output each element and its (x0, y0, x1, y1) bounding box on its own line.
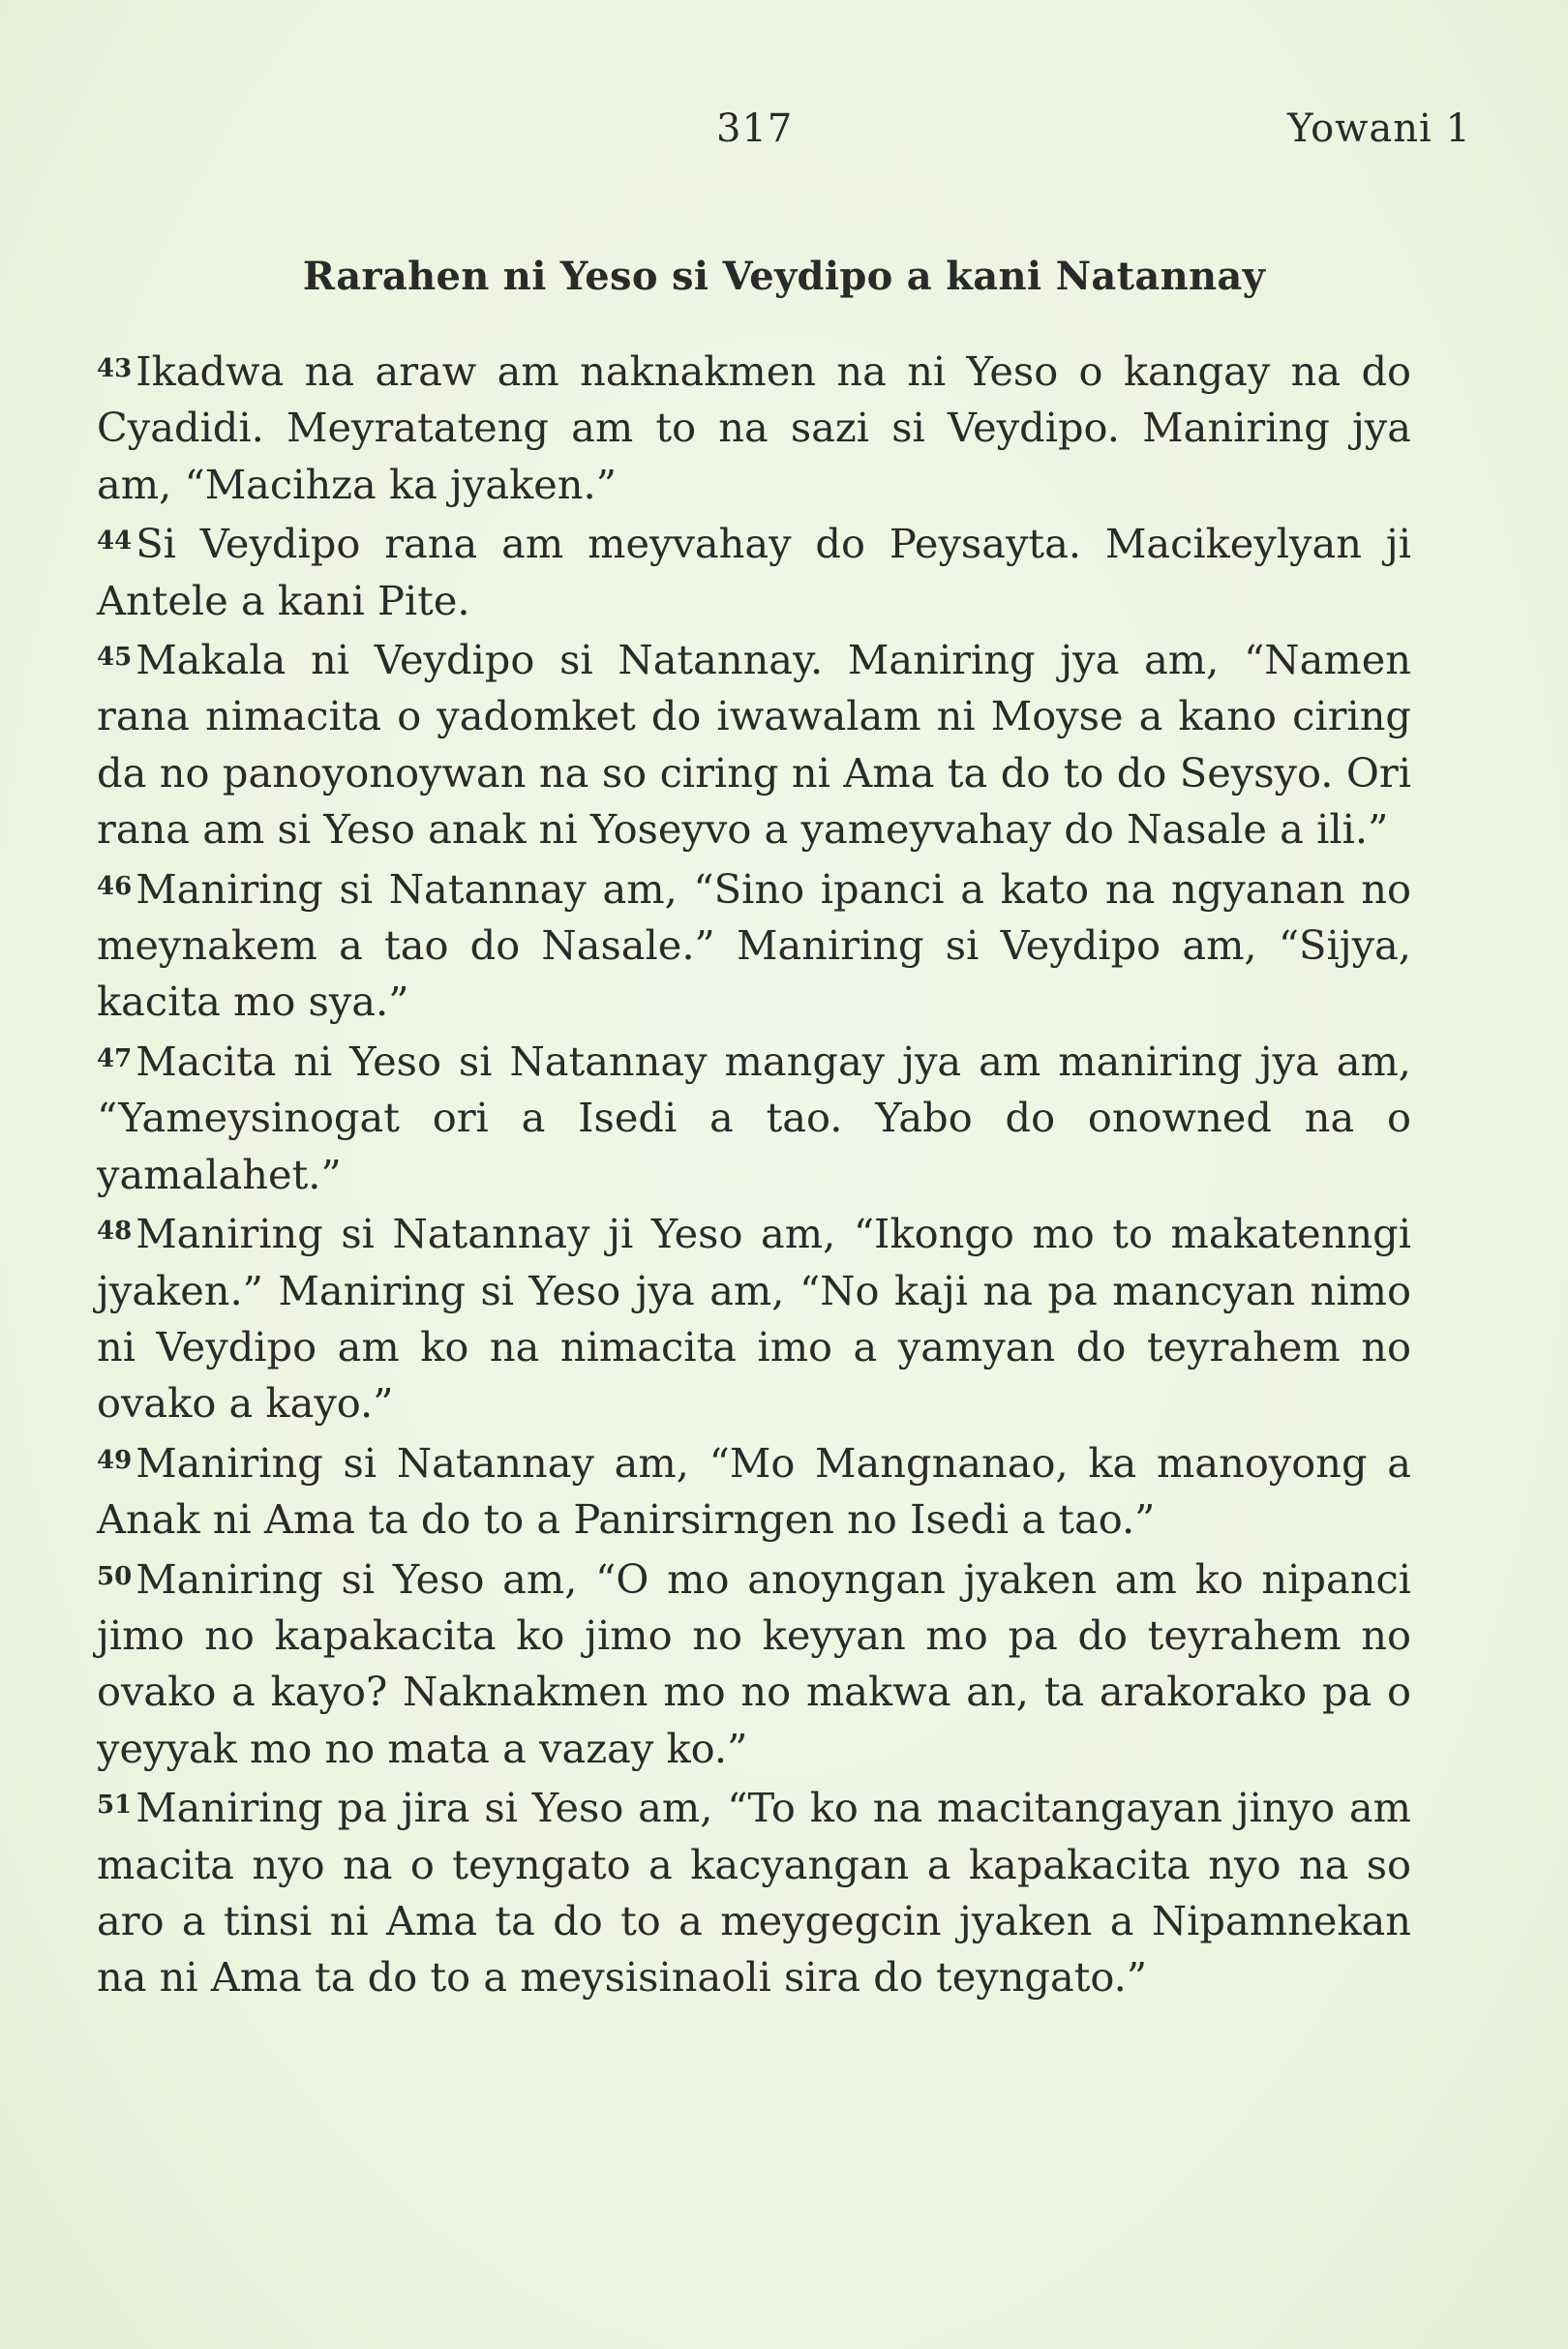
verse-number: 44 (97, 527, 133, 557)
running-head: Yowani 1 (1287, 106, 1471, 151)
section-heading: Rarahen ni Yeso si Veydipo a kani Natannay (302, 254, 1266, 299)
verse-text: Maniring si Natannay am, “Mo Mangnanao, ka manoyong a Anak ni Ama ta do to a Panirsirngen no Isedi a tao.” (97, 1438, 1411, 1544)
page-header (97, 106, 1471, 165)
page-number: 317 (716, 106, 794, 151)
verse-44 (97, 513, 1411, 629)
verse-number: 45 (97, 643, 133, 673)
verse-45 (97, 629, 1411, 858)
verse-text: Maniring si Natannay am, “Sino ipanci a kato na ngyanan no meynakem a tao do Nasale.” Maniring si Veydipo am, “Sijya, kacita mo sya.” (97, 864, 1411, 1026)
verse-number: 51 (97, 1791, 133, 1821)
verse-number: 46 (97, 871, 133, 901)
verse-number: 48 (97, 1217, 133, 1247)
verse-number: 49 (97, 1445, 133, 1475)
verse-text: Maniring si Yeso am, “O mo anoyngan jyaken am ko nipanci jimo no kapakacita ko jimo no keyyan mo pa do teyrahem no ovako a kayo? Naknakmen mo no makwa an, ta arakorako pa o yeyyak mo no mata a vazay ko.” (97, 1554, 1411, 1772)
verse-48 (97, 1203, 1411, 1432)
verse-text-body (97, 341, 1411, 2006)
verse-text: Macita ni Yeso si Natannay mangay jya am maniring jya am, “Yameysinogat ori a Isedi a tao. Yabo do onowned na o yamalahet.” (97, 1037, 1411, 1198)
verse-text: Ikadwa na araw am naknakmen na ni Yeso o kangay na do Cyadidi. Meyratateng am to na sazi si Veydipo. Maniring jya am, “Macihza ka jyaken.” (97, 347, 1411, 508)
verse-text: Maniring pa jira si Yeso am, “To ko na macitangayan jinyo am macita nyo na o teyngato a kacyangan a kapakacita nyo na so aro a tinsi ni Ama ta do to a meygegcin jyaken a Nipamnekan na ni Ama ta do to a meysisinaoli sira do teyngato.” (97, 1784, 1411, 2002)
verse-43 (97, 341, 1411, 513)
verse-50 (97, 1549, 1411, 1778)
verse-51 (97, 1777, 1411, 2006)
verse-text: Makala ni Veydipo si Natannay. Maniring jya am, “Namen rana nimacita o yadomket do iwawalam ni Moyse a kano ciring da no panoyonoywan na so ciring ni Ama ta do to do Seysyo. Ori rana am si Yeso anak ni Yoseyvo a yameyvahay do Nasale a ili.” (97, 636, 1411, 854)
verse-49 (97, 1432, 1411, 1549)
verse-47 (97, 1031, 1411, 1203)
verse-text: Maniring si Natannay ji Yeso am, “Ikongo mo to makatenngi jyaken.” Maniring si Yeso jya am, “No kaji na pa mancyan nimo ni Veydipo am ko na nimacita imo a yamyan do teyrahem no ovako a kayo.” (97, 1210, 1411, 1428)
verse-text: Si Veydipo rana am meyvahay do Peysayta. Macikeylyan ji Antele a kani Pite. (97, 520, 1411, 624)
verse-number: 47 (97, 1043, 133, 1073)
verse-number: 50 (97, 1561, 133, 1591)
verse-46 (97, 858, 1411, 1031)
verse-number: 43 (97, 354, 133, 383)
